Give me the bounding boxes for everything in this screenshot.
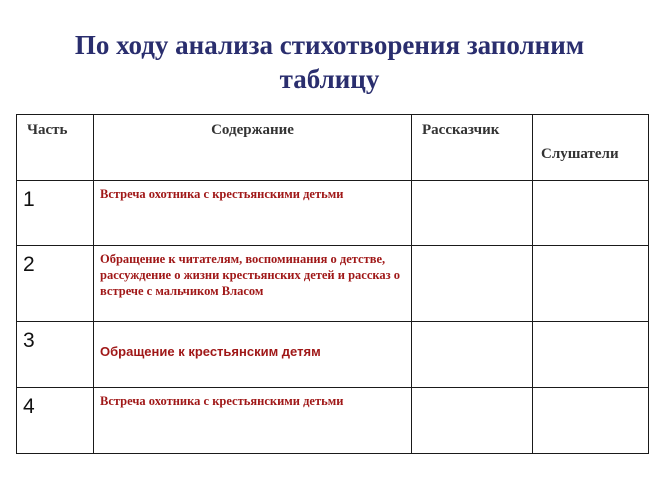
narrator-cell[interactable] [412,246,533,322]
narrator-cell[interactable] [412,322,533,388]
title-line-1: По ходу анализа стихотворения заполним [74,30,585,60]
part-cell [17,246,94,322]
part-cell [17,322,94,388]
part-cell [17,181,94,246]
table-row [17,246,649,322]
header-cell-content [94,115,412,181]
content-cell [94,388,412,454]
table-row [17,388,649,454]
header-cell-part [17,115,94,181]
header-cell-narrator [412,115,533,181]
part-number: 2 [23,253,35,276]
listeners-cell[interactable] [533,181,649,246]
title-line-2: таблицу [279,64,380,94]
narrator-cell[interactable] [412,388,533,454]
listeners-cell[interactable] [533,388,649,454]
header-part: Часть [27,122,68,138]
content-text: Обращение к крестьянским детям [100,344,321,359]
listeners-cell[interactable] [533,246,649,322]
header-cell-listeners [533,115,649,181]
table-row [17,322,649,388]
content-text: Обращение к читателям, воспоминания о детстве, рассуждение о жизни крестьянских детей и рассказ о встрече с мальчиком Власом [100,252,401,298]
header-content: Содержание [211,122,294,138]
slide-title [0,28,659,96]
listeners-cell[interactable] [533,322,649,388]
content-cell [94,246,412,322]
part-cell [17,388,94,454]
narrator-cell[interactable] [412,181,533,246]
table-row [17,181,649,246]
header-narrator: Рассказчик [422,122,500,138]
content-cell [94,181,412,246]
content-cell [94,322,412,388]
analysis-table [16,114,649,454]
header-listeners: Слушатели [541,146,619,162]
part-number: 3 [23,329,35,352]
content-text: Встреча охотника с крестьянскими детьми [100,394,344,408]
part-number: 4 [23,395,35,418]
table-header-row [17,115,649,181]
content-text: Встреча охотника с крестьянскими детьми [100,187,344,201]
part-number: 1 [23,188,35,211]
